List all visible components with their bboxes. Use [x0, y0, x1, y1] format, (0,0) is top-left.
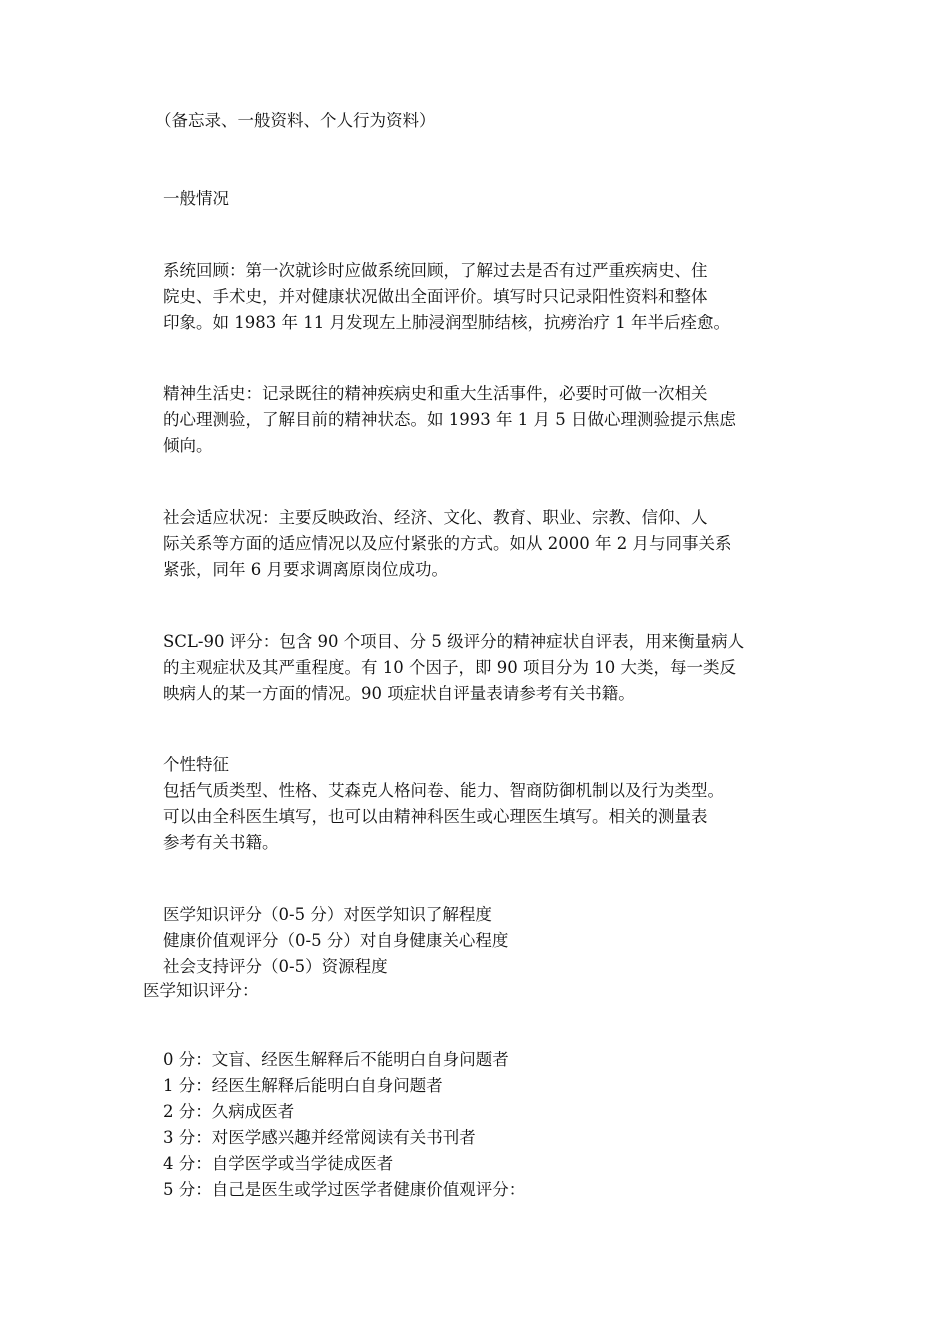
scl90-line: SCL-90 评分：包含 90 个项目、分 5 级评分的精神症状自评表，用来衡量病人 — [163, 632, 745, 651]
level-line: 0 分：文盲、经医生解释后不能明白自身问题者 — [163, 1050, 509, 1069]
scl90-line: 映病人的某一方面的情况。90 项症状自评量表请参考有关书籍。 — [163, 684, 635, 703]
score-line: 社会支持评分（0-5）资源程度 — [163, 957, 388, 976]
score-line: 医学知识评分（0-5 分）对医学知识了解程度 — [163, 905, 492, 924]
system-review-line: 印象。如 1983 年 11 月发现左上肺浸润型肺结核，抗痨治疗 1 年半后痊愈。 — [163, 313, 730, 332]
social-adaptation-paragraph — [163, 505, 808, 583]
score-line: 健康价值观评分（0-5 分）对自身健康关心程度 — [163, 931, 509, 950]
document-subtitle: （备忘录、一般资料、个人行为资料） — [155, 111, 436, 130]
level-line: 1 分：经医生解释后能明白自身问题者 — [163, 1076, 443, 1095]
mental-history-paragraph — [163, 381, 808, 459]
system-review-paragraph — [163, 258, 808, 336]
level-line: 4 分：自学医学或当学徒成医者 — [163, 1154, 394, 1173]
personality-heading: 个性特征 — [163, 755, 229, 774]
social-adaptation-line: 际关系等方面的适应情况以及应付紧张的方式。如从 2000 年 2 月与同事关系 — [163, 534, 732, 553]
social-adaptation-line: 社会适应状况：主要反映政治、经济、文化、教育、职业、宗教、信仰、人 — [163, 508, 708, 527]
scl90-line: 的主观症状及其严重程度。有 10 个因子，即 90 项目分为 10 大类，每一类反 — [163, 658, 736, 677]
social-adaptation-line: 紧张，同年 6 月要求调离原岗位成功。 — [163, 560, 448, 579]
personality-line: 包括气质类型、性格、艾森克人格问卷、能力、智商防御机制以及行为类型。 — [163, 781, 724, 800]
scores-section — [163, 902, 808, 980]
personality-section — [163, 752, 808, 856]
level-line: 2 分：久病成医者 — [163, 1102, 295, 1121]
scl90-paragraph — [163, 629, 808, 707]
mental-history-line: 的心理测验，了解目前的精神状态。如 1993 年 1 月 5 日做心理测验提示焦虑 — [163, 410, 736, 429]
personality-line: 参考有关书籍。 — [163, 833, 279, 852]
mental-history-line: 倾向。 — [163, 436, 213, 455]
medical-knowledge-levels — [163, 1047, 808, 1203]
system-review-line: 院史、手术史，并对健康状况做出全面评价。填写时只记录阳性资料和整体 — [163, 287, 708, 306]
general-heading: 一般情况 — [163, 189, 229, 208]
mental-history-line: 精神生活史：记录既往的精神疾病史和重大生活事件，必要时可做一次相关 — [163, 384, 708, 403]
system-review-line: 系统回顾：第一次就诊时应做系统回顾，了解过去是否有过严重疾病史、住 — [163, 261, 708, 280]
level-line: 5 分：自己是医生或学过医学者健康价值观评分： — [163, 1180, 526, 1199]
level-line: 3 分：对医学感兴趣并经常阅读有关书刊者 — [163, 1128, 476, 1147]
medical-knowledge-heading: 医学知识评分： — [143, 981, 259, 1000]
personality-line: 可以由全科医生填写，也可以由精神科医生或心理医生填写。相关的测量表 — [163, 807, 708, 826]
